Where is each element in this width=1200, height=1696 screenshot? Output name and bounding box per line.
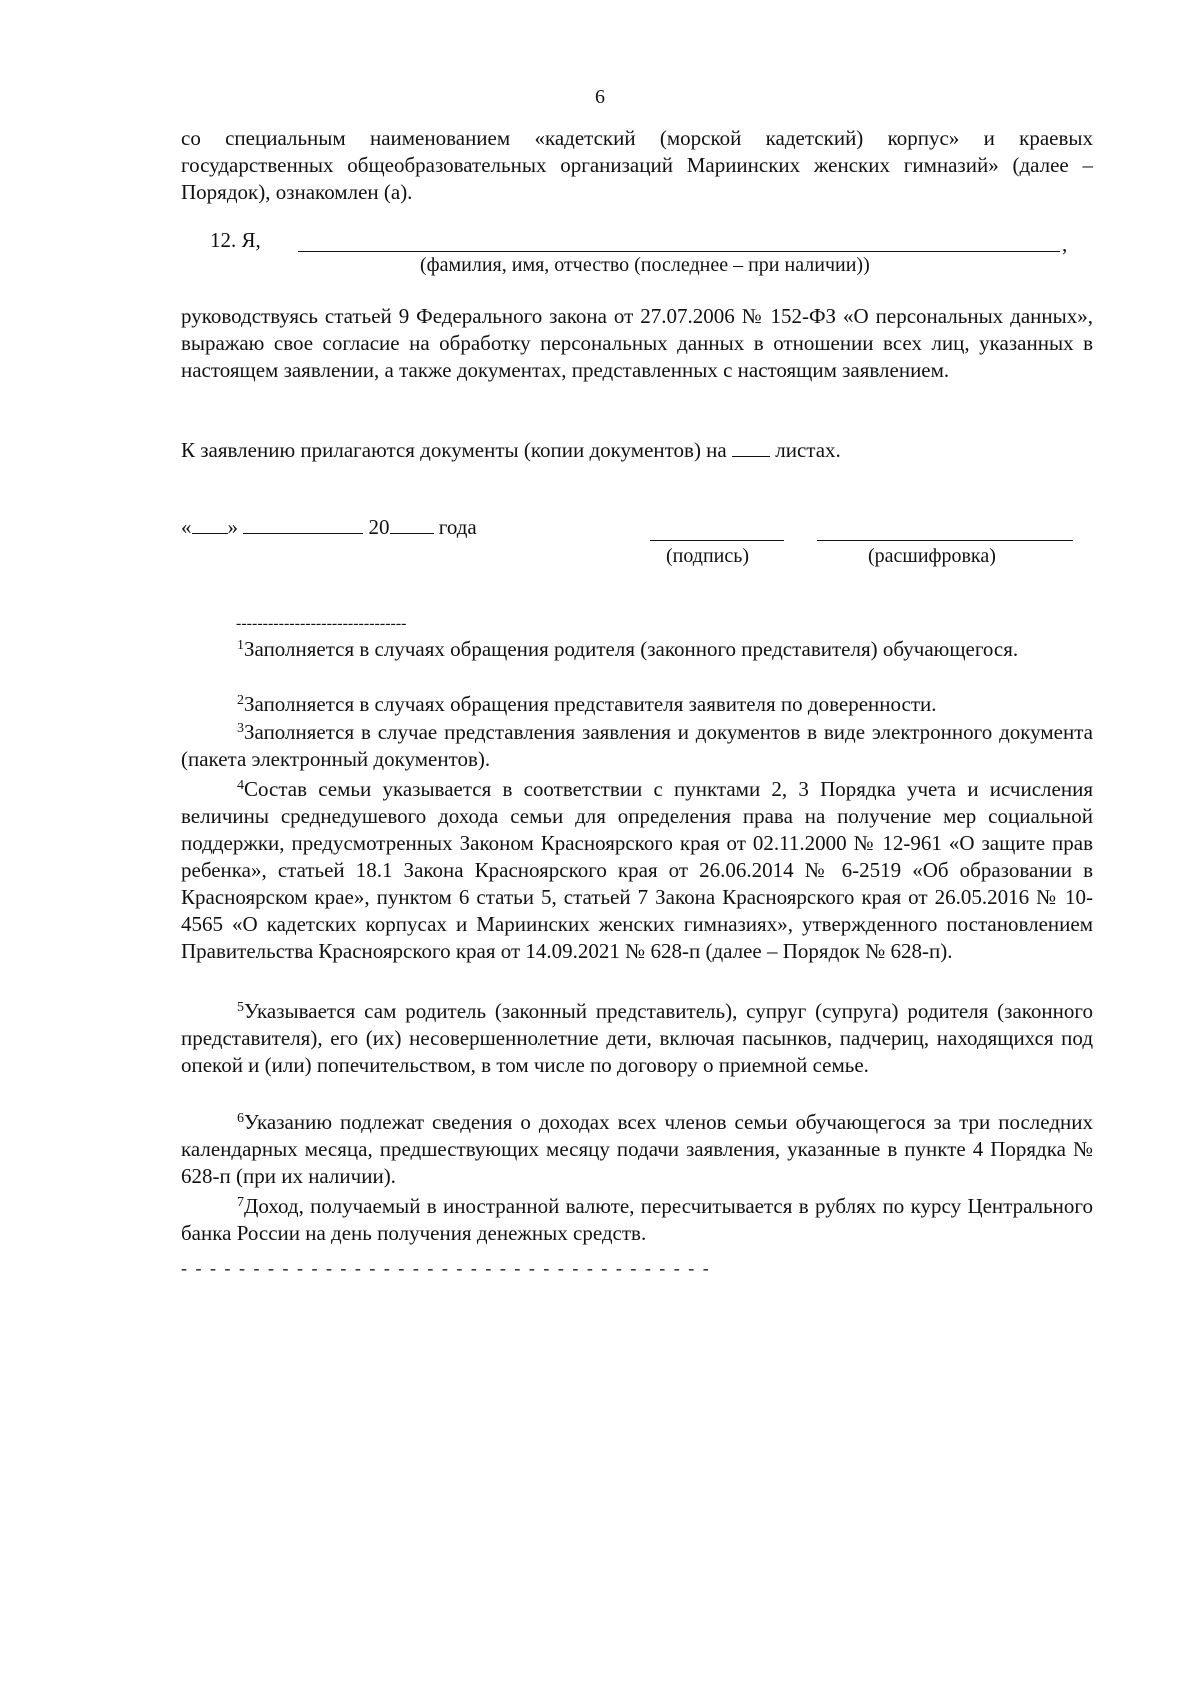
- footnote-3: [181, 719, 1093, 773]
- year-blank: [390, 517, 434, 534]
- signature-line: [650, 540, 784, 541]
- footnote-text: Заполняется в случаях обращения родителя (законного представителя) обучающегося.: [244, 637, 1019, 661]
- year-word: года: [438, 515, 477, 539]
- consent-paragraph: руководствуясь статьей 9 Федерального закона от 27.07.2006 № 152-ФЗ «О персональных данных», выражаю свое согласие на обработку персональных данных в отношении всех лиц, указанных в настоящем заявлении, а также документах, представленных с настоящим заявлением.: [181, 304, 1093, 382]
- date-open-quote: «: [181, 515, 192, 539]
- month-blank: [243, 517, 363, 534]
- fio-caption: (фамилия, имя, отчество (последнее – при наличии)): [420, 254, 870, 276]
- footnote-mark: 3: [237, 721, 244, 736]
- item12-label: 12. Я,: [210, 228, 261, 252]
- footnote-5: [181, 998, 1093, 1079]
- attachments-sheets: листах.: [775, 438, 841, 462]
- footnote-6: [181, 1109, 1093, 1190]
- footnote-mark: 4: [237, 778, 244, 793]
- footnote-4: [181, 776, 1093, 965]
- fio-fill-line: [298, 251, 1060, 252]
- footnote-separator: --------------------------------: [236, 615, 407, 632]
- day-blank: [192, 517, 228, 534]
- footnote-text: Состав семьи указывается в соответствии с пунктами 2, 3 Порядка учета и исчисления величины среднедушевого дохода семьи для определения права на получение мер социальной поддержки, предусмотренных Законом Красноярского края от 02.11.2000 № 12-961 «О защите прав ребенка», статьей 18.1 Закона Красноярского края от 26.06.2014 № 6-2519 «Об образовании в Красноярском крае», пунктом 6 статьи 5, статьей 7 Закона Красноярского края от 26.05.2016 № 10-4565 «О кадетских корпусах и Мариинских женских гимназиях», утвержденного постановлением Правительства Красноярского края от 14.09.2021 № 628-п (далее – Порядок № 628-п).: [181, 777, 1093, 963]
- footnote-text: Указывается сам родитель (законный представитель), супруг (супруга) родителя (законного представителя), его (их) несовершеннолетние дети, включая пасынков, падчериц, находящихся под опекой и (или) попечительством, в том числе по договору о приемной семье.: [181, 999, 1093, 1077]
- footnote-text: Доход, получаемый в иностранной валюте, пересчитывается в рублях по курсу Центрального банка России на день получения денежных средств.: [181, 1194, 1093, 1245]
- continuation-paragraph: со специальным наименованием «кадетский (морской кадетский) корпус» и краевых государственных общеобразовательных организаций Мариинских женских гимназий» (далее – Порядок), ознакомлен (а).: [181, 126, 1093, 204]
- decoding-line: [817, 540, 1073, 541]
- footnote-text: Заполняется в случаях обращения представителя заявителя по доверенности.: [244, 692, 937, 716]
- date-close-quote: »: [227, 515, 238, 539]
- footnote-text: Заполняется в случае представления заявления и документов в виде электронного документа (пакета электронный документов).: [181, 720, 1093, 771]
- footnote-mark: 6: [237, 1111, 244, 1126]
- attachments-line: [181, 438, 841, 463]
- footnote-mark: 7: [237, 1195, 244, 1210]
- attachments-text: К заявлению прилагаются документы (копии документов) на: [181, 438, 727, 462]
- footnote-mark: 2: [237, 693, 244, 708]
- item12-comma: ,: [1062, 232, 1068, 256]
- decoding-caption: (расшифровка): [868, 545, 996, 567]
- footnote-7: [181, 1193, 1093, 1247]
- page-number: 6: [595, 86, 605, 108]
- footnote-2: [181, 691, 1093, 718]
- bottom-dashed-separator: - - - - - - - - - - - - - - - - - - - - - - - - - - - - - - - - - - - - -: [181, 1258, 711, 1278]
- footnote-1: [181, 636, 1093, 663]
- sheets-count-blank: [732, 440, 770, 457]
- footnote-mark: 5: [237, 1000, 244, 1015]
- signature-caption: (подпись): [666, 545, 750, 567]
- footnote-text: Указанию подлежат сведения о доходах всех членов семьи обучающегося за три последних календарных месяца, предшествующих месяцу подачи заявления, указанные в пункте 4 Порядка № 628-п (при их наличии).: [181, 1110, 1093, 1188]
- footnote-mark: 1: [237, 638, 244, 653]
- date-row: [181, 515, 477, 540]
- year-prefix: 20: [368, 515, 390, 539]
